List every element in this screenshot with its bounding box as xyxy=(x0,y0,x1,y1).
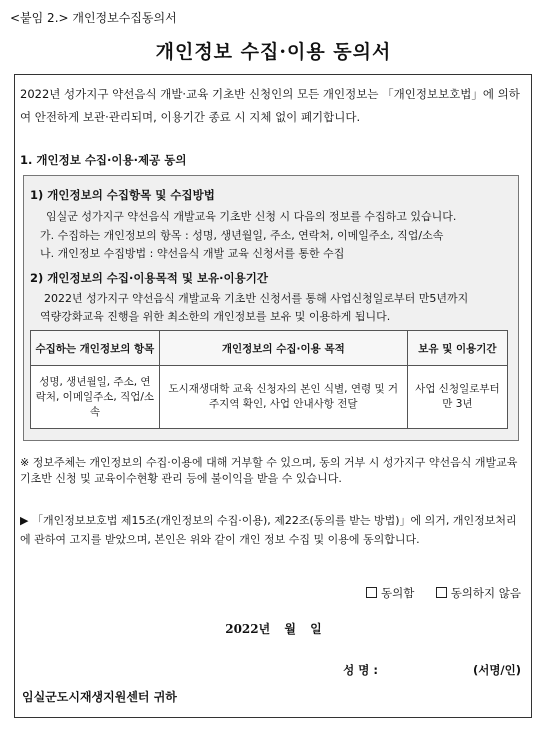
purpose-table xyxy=(30,330,508,429)
item1-line2: 가. 수집하는 개인정보의 항목 : 성명, 생년월일, 주소, 연락처, 이메일주소, 직업/소속 xyxy=(40,229,444,242)
signature-line xyxy=(343,662,521,678)
intro-paragraph: 2022년 성가지구 약선음식 개발·교육 기초반 신청인의 모든 개인정보는 「개인정보보호법」에 의하여 안전하게 보관·관리되며, 이용기간 종료 시 지체 없이 폐기합니다. xyxy=(20,87,520,124)
table-cell-period: 사업 신청일로부터 만 3년 xyxy=(407,366,507,429)
item1-heading: 1) 개인정보의 수집항목 및 수집방법 xyxy=(30,188,215,202)
signature-suffix: (서명/인) xyxy=(472,663,521,677)
page-title: 개인정보 수집·이용 동의서 xyxy=(155,41,392,63)
attachment-label: <붙임 2.> 개인정보수집동의서 xyxy=(10,11,177,25)
table-header-period: 보유 및 이용기간 xyxy=(407,331,507,366)
item1-line1: 임실군 성가지구 약선음식 개발교육 기초반 신청 시 다음의 정보를 수집하고 있습니다. xyxy=(46,210,457,223)
table-row xyxy=(31,366,508,429)
addressee: 임실군도시재생지원센터 귀하 xyxy=(22,690,177,704)
item2-line2: 역량강화교육 진행을 위한 최소한의 개인정보를 보유 및 이용하게 됩니다. xyxy=(40,310,391,323)
item1-line3: 나. 개인정보 수집방법 : 약선음식 개발 교육 신청서를 통한 수집 xyxy=(40,247,345,260)
section1-heading: 1. 개인정보 수집·이용·제공 동의 xyxy=(20,153,187,167)
refusal-note: ※ 정보주체는 개인정보의 수집·이용에 대해 거부할 수 있으며, 동의 거부 시 성가지구 약선음식 개발교육 기초반 신청 및 교육이수현황 관리 등에 불이익을 받을 수 있습니다. xyxy=(20,456,518,485)
table-cell-purpose: 도시재생대학 교육 신청자의 본인 식별, 연령 및 거주지역 확인, 사업 안내사항 전달 xyxy=(159,366,407,429)
consent-statement: ▶ 「개인정보보호법 제15조(개인정보의 수집·이용), 제22조(동의를 받는 방법)」에 의거, 개인정보처리에 관하여 고지를 받았으며, 본인은 위와 같이 개인 정보 수집 및 이용에 동의합니다. xyxy=(20,514,517,546)
item2-heading: 2) 개인정보의 수집·이용목적 및 보유·이용기간 xyxy=(30,271,268,285)
disagree-checkbox[interactable] xyxy=(436,587,447,598)
date-line: 2022년 월 일 xyxy=(225,622,322,636)
table-cell-items: 성명, 생년월일, 주소, 연락처, 이메일주소, 직업/소속 xyxy=(31,366,160,429)
table-header-purpose: 개인정보의 수집·이용 목적 xyxy=(159,331,407,366)
item2-line1: 2022년 성가지구 약선음식 개발교육 기초반 신청서를 통해 사업신청일로부터 만5년까지 xyxy=(44,292,469,305)
agree-label: 동의함 xyxy=(381,586,415,600)
consent-options xyxy=(366,585,521,601)
name-label: 성 명 : xyxy=(343,663,378,677)
table-header-items: 수집하는 개인정보의 항목 xyxy=(31,331,160,366)
agree-checkbox[interactable] xyxy=(366,587,377,598)
disagree-label: 동의하지 않음 xyxy=(450,586,521,600)
